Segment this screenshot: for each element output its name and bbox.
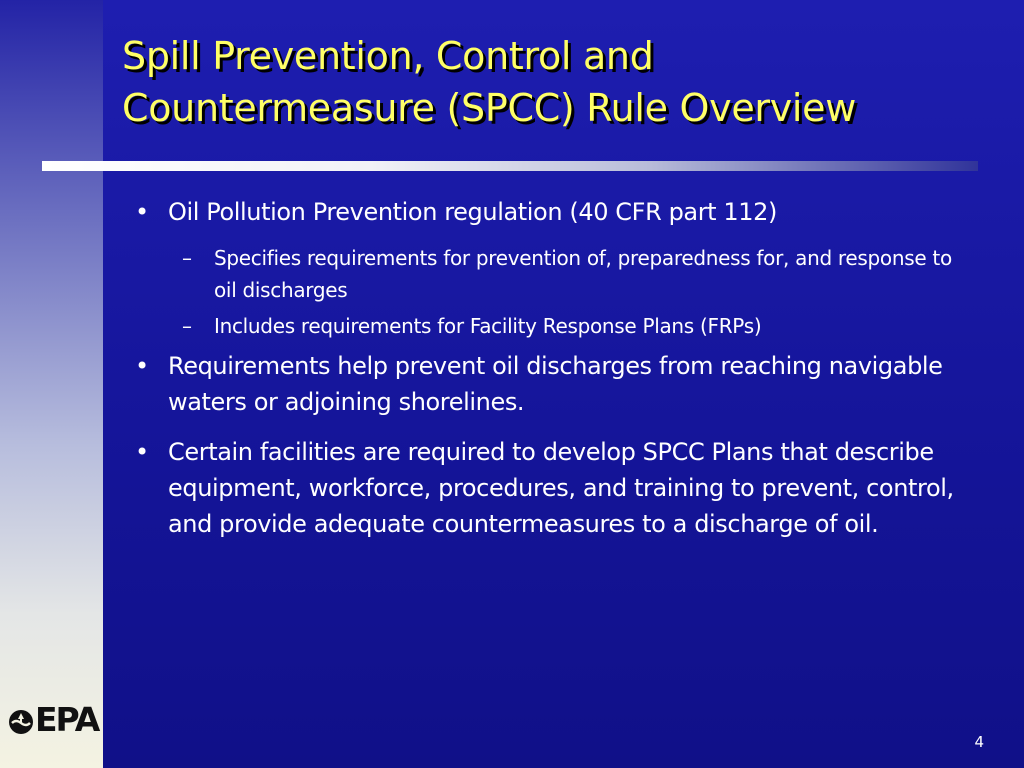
sub-bullet-item-2 bbox=[130, 310, 970, 342]
sub-bullet-item-1 bbox=[130, 242, 970, 306]
page-number: 4 bbox=[974, 733, 984, 751]
bullet-text-3: Certain facilities are required to develop SPCC Plans that describe equipment, workforce, procedures, and training to prevent, control, and provide adequate countermeasures to a discharge of oil. bbox=[168, 438, 954, 538]
epa-emblem-icon bbox=[8, 709, 34, 735]
bullet-item-3 bbox=[130, 434, 970, 542]
sub-bullet-text-1: Specifies requirements for prevention of, preparedness for, and response to oil discharges bbox=[214, 246, 952, 302]
bullet-marker: • bbox=[135, 438, 149, 466]
title-line-2: Countermeasure (SPCC) Rule Overview bbox=[122, 86, 857, 130]
bullet-text-2: Requirements help prevent oil discharges from reaching navigable waters or adjoining shorelines. bbox=[168, 352, 943, 416]
bullet-item-2 bbox=[130, 348, 970, 420]
title-line-1: Spill Prevention, Control and bbox=[122, 34, 654, 78]
title-divider bbox=[42, 161, 978, 171]
bullet-text-1: Oil Pollution Prevention regulation (40 CFR part 112) bbox=[168, 198, 777, 226]
sub-bullet-text-2: Includes requirements for Facility Response Plans (FRPs) bbox=[214, 314, 762, 338]
sub-bullet-marker: – bbox=[182, 246, 192, 270]
side-gradient-bar bbox=[0, 0, 103, 768]
epa-logo-text: EPA bbox=[35, 700, 99, 739]
sub-bullet-marker: – bbox=[182, 314, 192, 338]
epa-logo bbox=[8, 700, 99, 739]
bullet-marker: • bbox=[135, 352, 149, 380]
bullet-marker: • bbox=[135, 198, 149, 226]
slide-title bbox=[122, 30, 1002, 134]
bullet-list bbox=[130, 194, 970, 542]
bullet-item-1 bbox=[130, 194, 970, 230]
